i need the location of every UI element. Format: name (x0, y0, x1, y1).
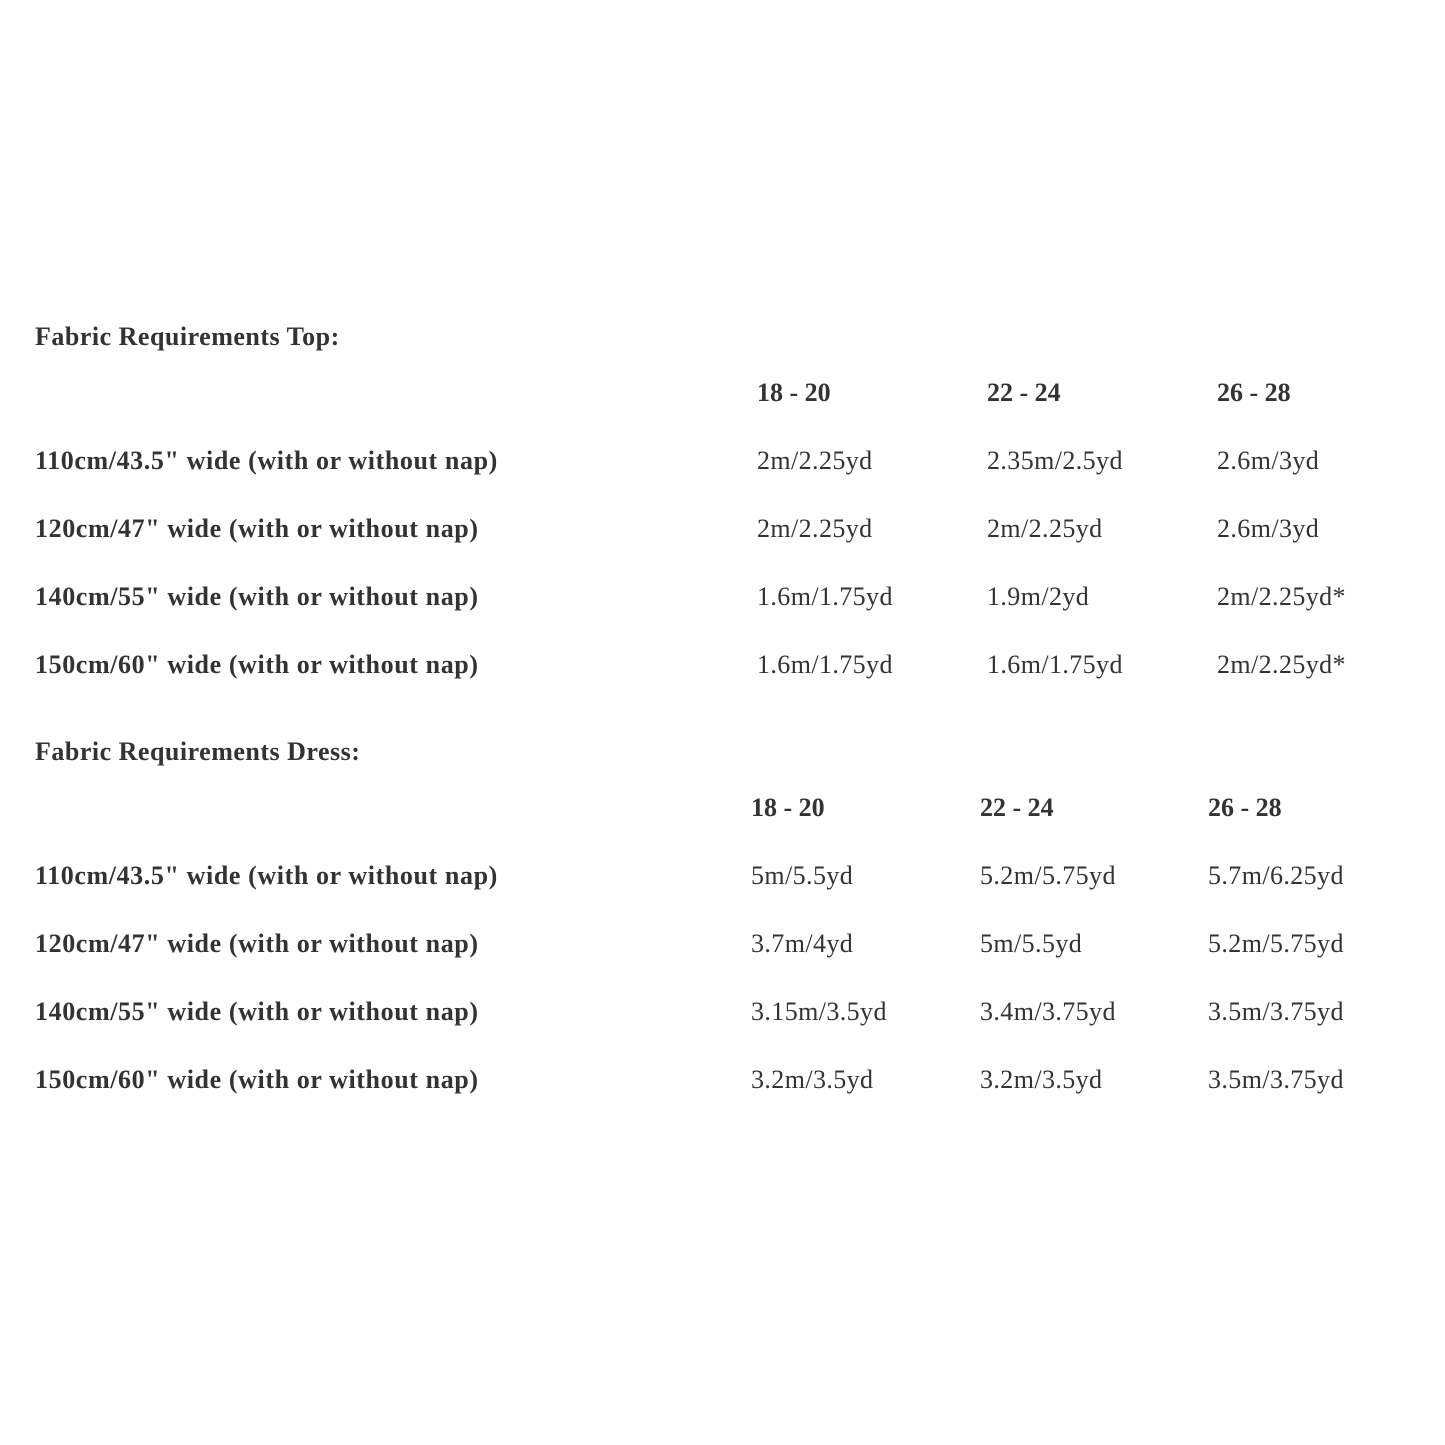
table-cell: 2.35m/2.5yd (987, 446, 1123, 475)
table-cell: 2m/2.25yd (757, 514, 873, 543)
table-cell: 2m/2.25yd (987, 514, 1103, 543)
table-cell: 3.5m/3.75yd (1208, 997, 1344, 1026)
size-header: 26 - 28 (1217, 378, 1291, 407)
table-cell: 3.5m/3.75yd (1208, 1065, 1344, 1094)
table-cell: 5.7m/6.25yd (1208, 861, 1344, 890)
table-cell: 1.9m/2yd (987, 582, 1090, 611)
table-cell: 2.6m/3yd (1217, 446, 1320, 475)
row-label: 110cm/43.5" wide (with or without nap) (35, 446, 498, 475)
row-label: 150cm/60" wide (with or without nap) (35, 650, 479, 679)
table-cell: 2.6m/3yd (1217, 514, 1320, 543)
size-header: 18 - 20 (757, 378, 831, 407)
table-cell: 1.6m/1.75yd (757, 582, 893, 611)
table-cell: 5m/5.5yd (751, 861, 854, 890)
table-cell: 3.15m/3.5yd (751, 997, 887, 1026)
table-cell: 5.2m/5.75yd (1208, 929, 1344, 958)
row-label: 140cm/55" wide (with or without nap) (35, 582, 479, 611)
row-label: 120cm/47" wide (with or without nap) (35, 514, 479, 543)
table-cell: 2m/2.25yd* (1217, 650, 1346, 679)
table-cell: 3.7m/4yd (751, 929, 854, 958)
size-header: 22 - 24 (980, 793, 1054, 822)
row-label: 120cm/47" wide (with or without nap) (35, 929, 479, 958)
size-header: 26 - 28 (1208, 793, 1282, 822)
table-cell: 1.6m/1.75yd (757, 650, 893, 679)
table-cell: 2m/2.25yd* (1217, 582, 1346, 611)
section-title: Fabric Requirements Top: (35, 322, 340, 351)
section-title: Fabric Requirements Dress: (35, 737, 361, 766)
row-label: 150cm/60" wide (with or without nap) (35, 1065, 479, 1094)
size-header: 18 - 20 (751, 793, 825, 822)
table-cell: 2m/2.25yd (757, 446, 873, 475)
row-label: 110cm/43.5" wide (with or without nap) (35, 861, 498, 890)
table-cell: 3.2m/3.5yd (751, 1065, 874, 1094)
table-cell: 3.2m/3.5yd (980, 1065, 1103, 1094)
table-cell: 5m/5.5yd (980, 929, 1083, 958)
size-header: 22 - 24 (987, 378, 1061, 407)
row-label: 140cm/55" wide (with or without nap) (35, 997, 479, 1026)
table-cell: 5.2m/5.75yd (980, 861, 1116, 890)
table-cell: 3.4m/3.75yd (980, 997, 1116, 1026)
table-cell: 1.6m/1.75yd (987, 650, 1123, 679)
